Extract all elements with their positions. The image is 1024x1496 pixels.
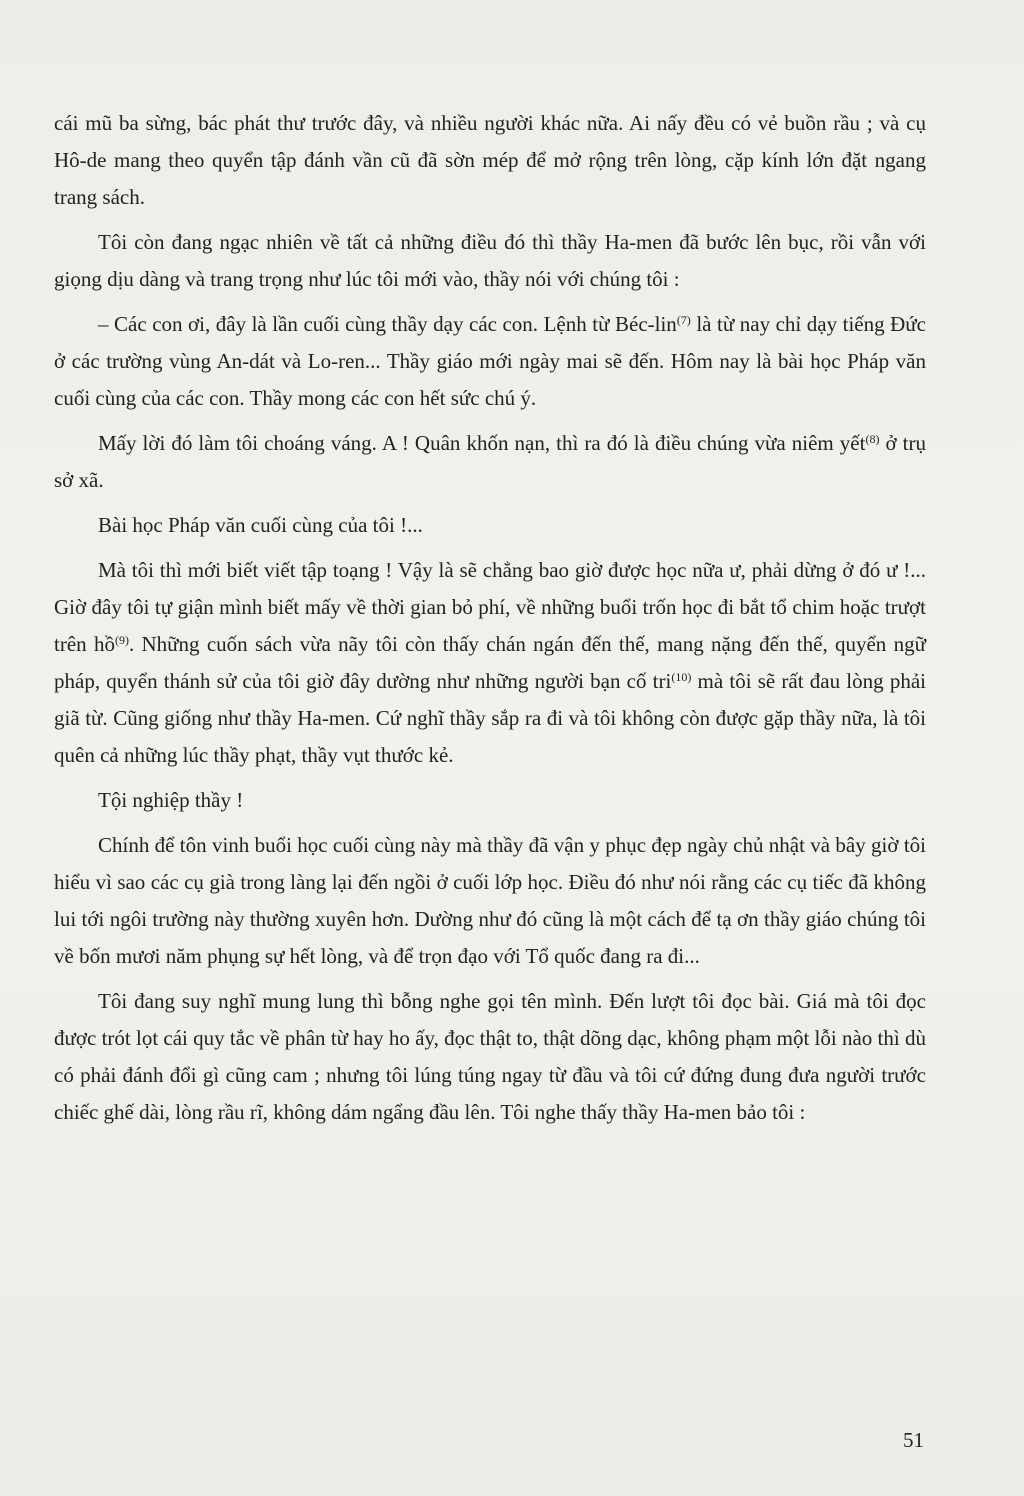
- paragraph: [54, 782, 926, 819]
- paragraph: [54, 552, 926, 774]
- paragraph-text: mà tôi sẽ rất đau lòng phải giã từ. Cũng giống như thầy Ha-men. Cứ nghĩ thầy sắp ra đi và tôi không còn được gặp thầy nữa, là tôi quên cả những lúc thầy phạt, thầy vụt thước kẻ.: [54, 669, 926, 767]
- paragraph: [54, 425, 926, 499]
- paragraph-text: là từ nay chỉ dạy tiếng Đức ở các trường vùng An-dát và Lo-ren... Thầy giáo mới ngày mai sẽ đến. Hôm nay là bài học Pháp văn cuối cùng của các con. Thầy mong các con hết sức chú ý.: [54, 312, 927, 410]
- footnote-marker: (10): [671, 670, 692, 684]
- paragraph-text: – Các con ơi, đây là lần cuối cùng thầy dạy các con. Lệnh từ Béc-lin: [98, 312, 677, 336]
- paragraph: [54, 306, 926, 417]
- paragraph-text: . Những cuốn sách vừa nãy tôi còn thấy chán ngán đến thế, mang nặng đến thế, quyển ngữ pháp, quyển thánh sử của tôi giờ đây dường như những người bạn cố tri: [54, 632, 926, 693]
- paragraph-text: cái mũ ba sừng, bác phát thư trước đây, và nhiều người khác nữa. Ai nấy đều có vẻ buồn rầu ; và cụ Hô-de mang theo quyển tập đánh vần cũ đã sờn mép để mở rộng trên lòng, cặp kính lớn đặt ngang trang sách.: [54, 111, 926, 209]
- paragraph-text: Tôi đang suy nghĩ mung lung thì bỗng nghe gọi tên mình. Đến lượt tôi đọc bài. Giá mà tôi đọc được trót lọt cái quy tắc về phân từ hay ho ấy, đọc thật to, thật dõng dạc, không phạm một lỗi nào thì dù có phải đánh đổi gì cũng cam ; nhưng tôi lúng túng ngay từ đầu và tôi cứ đứng đung đưa người trước chiếc ghế dài, lòng rầu rĩ, không dám ngẩng đầu lên. Tôi nghe thấy thầy Ha-men bảo tôi :: [54, 989, 926, 1124]
- paragraph: [54, 507, 926, 544]
- paragraph: [54, 224, 926, 298]
- paragraph: [54, 105, 926, 216]
- paragraph-text: ở trụ sở xã.: [54, 431, 926, 492]
- footnote-marker: (9): [114, 633, 129, 647]
- paragraph-text: Tôi còn đang ngạc nhiên về tất cả những điều đó thì thầy Ha-men đã bước lên bục, rồi vẫn với giọng dịu dàng và trang trọng như lúc tôi mới vào, thầy nói với chúng tôi :: [54, 230, 926, 291]
- paragraph: [54, 827, 926, 975]
- page-number: 51: [903, 1428, 924, 1452]
- paragraph-text: Tội nghiệp thầy !: [98, 788, 244, 812]
- paragraph-text: Mấy lời đó làm tôi choáng váng. A ! Quân khốn nạn, thì ra đó là điều chúng vừa niêm yết: [98, 431, 866, 455]
- paragraph: [54, 983, 926, 1131]
- paragraph-text: Bài học Pháp văn cuối cùng của tôi !...: [98, 513, 423, 537]
- paragraph-text: Chính để tôn vinh buổi học cuối cùng này mà thầy đã vận y phục đẹp ngày chủ nhật và bây giờ tôi hiểu vì sao các cụ già trong làng lại đến ngồi ở cuối lớp học. Điều đó như nói rằng các cụ tiếc đã không lui tới ngôi trường này thường xuyên hơn. Dường như đó cũng là một cách để tạ ơn thầy giáo chúng tôi về bốn mươi năm phụng sự hết lòng, và để trọn đạo với Tổ quốc đang ra đi...: [54, 833, 926, 968]
- body-text: [54, 105, 926, 1139]
- paragraph-text: Mà tôi thì mới biết viết tập toạng ! Vậy là sẽ chẳng bao giờ được học nữa ư, phải dừng ở đó ư !... Giờ đây tôi tự giận mình biết mấy về thời gian bỏ phí, về những buổi trốn học đi bắt tổ chim hoặc trượt trên hồ: [54, 558, 926, 656]
- footnote-marker: (7): [676, 313, 691, 327]
- footnote-marker: (8): [865, 432, 880, 446]
